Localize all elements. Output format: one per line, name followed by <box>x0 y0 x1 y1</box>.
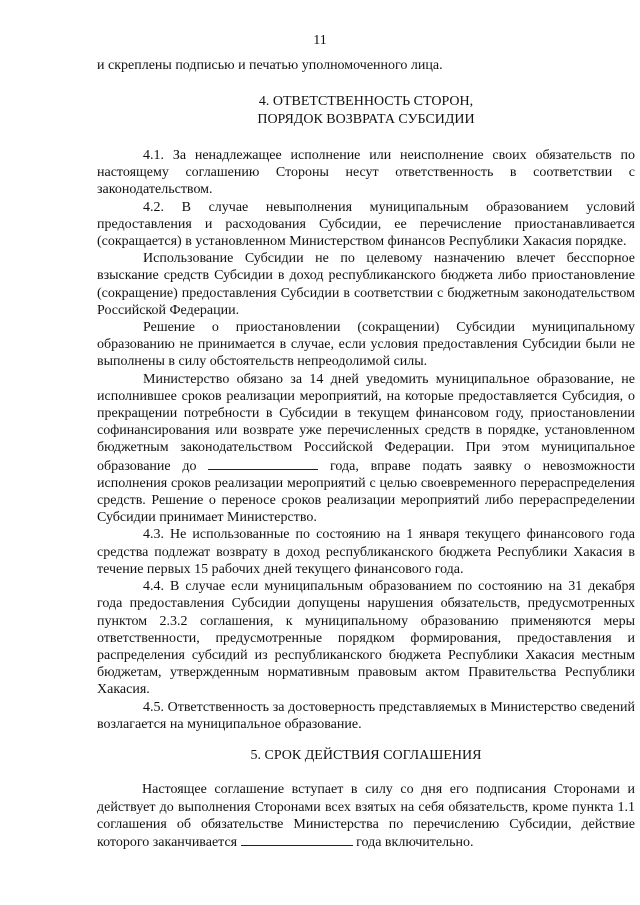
section-4-title-line1: 4. ОТВЕТСТВЕННОСТЬ СТОРОН, <box>258 94 474 110</box>
paragraph-4-4: 4.4. В случае если муниципальным образованием по состоянию на 31 декабря года предоставления Субсидии допущены нарушения обязательств, предусмотренных пунктом 2.3.2 соглашения, к муниципальному образованию применяются меры ответственности, предусмотренные порядком формирования, предоставления и распределения субсидий из республиканского бюджета Республики Хакасия местным бюджетам, утвержденным нормативным правовым актом Правительства Республики Хакасия. <box>97 579 635 698</box>
ministry-text-a: Министерство обязано за 14 дней уведомить муниципальное образование, не исполнившее сроков реализации мероприятий, на которые предоставляется Субсидия, о прекращении потребности в Субсидии в текущем финансовом году, приостановлении софинансирования или возврате уже перечисленных средств в порядке, установленном бюджетным законодательством Российской Федерации. При этом муниципальное образование до <box>97 371 635 474</box>
paragraph-ministry <box>97 371 635 527</box>
section-5-title: 5. СРОК ДЕЙСТВИЯ СОГЛАШЕНИЯ <box>250 747 482 763</box>
term-text-b: года включительно. <box>356 834 474 850</box>
document-body <box>97 57 635 851</box>
page-number: 11 <box>313 33 327 48</box>
paragraph-4-5: 4.5. Ответственность за достоверность представляемых в Министерство сведений возлагается на муниципальное образование. <box>97 699 635 732</box>
paragraph-4-2: 4.2. В случае невыполнения муниципальным образованием условий предоставления и расходования Субсидии, ее перечисление приостанавливается (сокращается) в установленном Министерством финансов Республики Хакасия порядке. <box>97 199 635 250</box>
paragraph-4-3: 4.3. Не использованные по состоянию на 1 января текущего финансового года средства подлежат возврату в доход республиканского бюджета Республики Хакасия в течение первых 15 рабочих дней текущего финансового года. <box>97 527 635 577</box>
term-text-a: Настоящее соглашение вступает в силу со дня его подписания Сторонами и действует до выполнения Сторонами всех взятых на себя обязательств, кроме пункта 1.1 соглашения об обязательстве Министерства по перечислению Субсидии, действие которого заканчивается <box>97 782 635 850</box>
section-4-title-line2: ПОРЯДОК ВОЗВРАТА СУБСИДИИ <box>257 111 475 127</box>
paragraph-term <box>97 781 635 851</box>
ministry-text-b: года, вправе подать заявку о невозможности исполнения сроков реализации мероприятий с целью своевременного перераспределения средств. Решение о переносе сроков реализации мероприятий либо перераспределении Субсидии принимает Министерство. <box>97 458 635 526</box>
intro-line: и скреплены подписью и печатью уполномоченного лица. <box>97 58 443 73</box>
date-blank-line <box>208 457 318 470</box>
paragraph-decision: Решение о приостановлении (сокращении) Субсидии муниципальному образованию не принимается в случае, если условия предоставления Субсидии были не выполнены в силу обстоятельств непреодолимой силы. <box>97 320 635 370</box>
paragraph-misuse: Использование Субсидии не по целевому назначению влечет бесспорное взыскание средств Субсидии в доход республиканского бюджета либо приостановление (сокращение) предоставления Субсидии в соответствии с бюджетным законодательством Российской Федерации. <box>97 251 635 318</box>
section-4-title <box>97 93 635 128</box>
paragraph-4-1: 4.1. За ненадлежащее исполнение или неисполнение своих обязательств по настоящему соглашению Стороны несут ответственность в соответствии с законодательством. <box>97 148 635 198</box>
end-date-blank-line <box>241 833 353 846</box>
